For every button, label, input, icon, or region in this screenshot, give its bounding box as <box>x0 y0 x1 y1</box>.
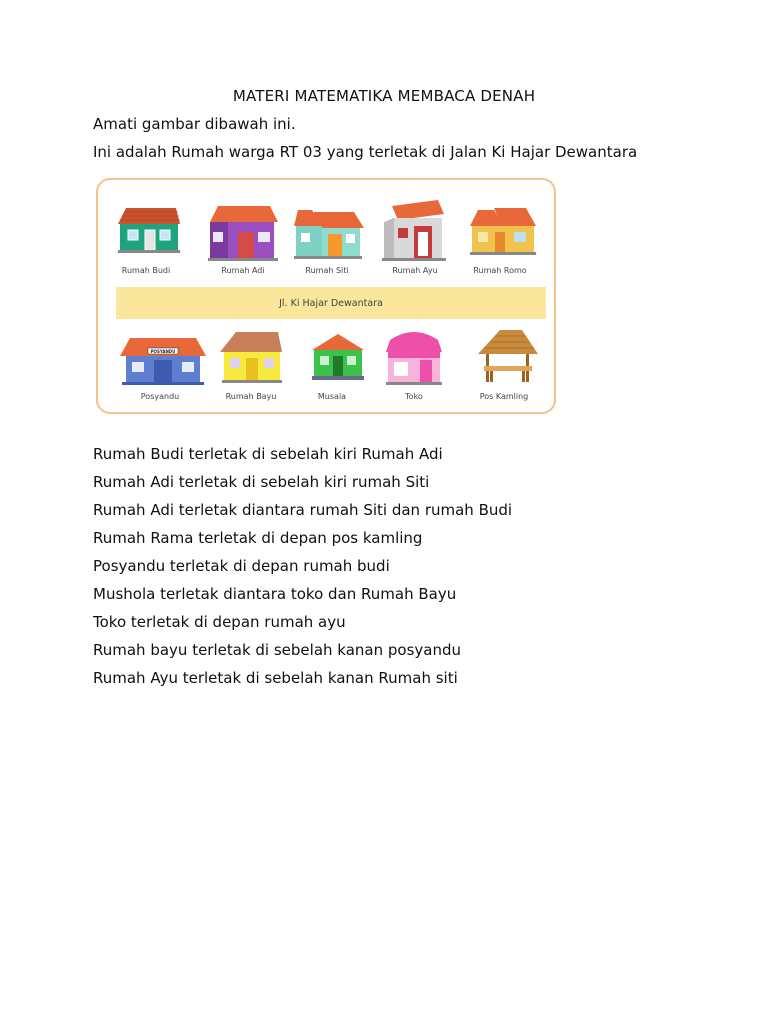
page-title: MATERI MATEMATIKA MEMBACA DENAH <box>232 87 536 105</box>
village-map-figure <box>96 178 556 414</box>
statement-line: Rumah Adi terletak diantara rumah Siti dan rumah Budi <box>93 501 513 519</box>
building-toko <box>386 332 442 385</box>
village-map-illustration <box>98 180 558 416</box>
house-bayu <box>220 332 282 383</box>
house-budi <box>118 208 180 253</box>
house-adi <box>208 206 278 261</box>
statement-line: Rumah Adi terletak di sebelah kiri rumah Siti <box>93 473 430 491</box>
label-rumah-siti: Rumah Siti <box>305 266 349 275</box>
label-rumah-romo: Rumah Romo <box>473 266 527 275</box>
house-romo <box>470 208 536 255</box>
building-pos-kamling <box>478 330 538 382</box>
building-musala <box>312 334 364 380</box>
label-rumah-adi: Rumah Adi <box>221 266 265 275</box>
posyandu-sign: POSYANDU <box>150 349 176 354</box>
statement-line: Mushola terletak diantara toko dan Rumah Bayu <box>93 585 457 603</box>
statement-line: Rumah Rama terletak di depan pos kamling <box>93 529 423 547</box>
intro-line-1: Amati gambar dibawah ini. <box>93 115 296 133</box>
statement-line: Rumah bayu terletak di sebelah kanan posyandu <box>93 641 461 659</box>
label-rumah-budi: Rumah Budi <box>121 266 171 275</box>
building-posyandu <box>120 338 206 385</box>
statement-line: Toko terletak di depan rumah ayu <box>93 613 346 631</box>
label-rumah-ayu: Rumah Ayu <box>392 266 438 275</box>
house-siti <box>294 210 364 259</box>
label-rumah-bayu: Rumah Bayu <box>225 392 277 401</box>
label-toko: Toko <box>405 392 423 401</box>
label-musala: Musala <box>317 392 347 401</box>
label-pos-kamling: Pos Kamling <box>479 392 529 401</box>
statement-line: Posyandu terletak di depan rumah budi <box>93 557 390 575</box>
house-ayu <box>382 200 446 261</box>
label-posyandu: Posyandu <box>140 392 180 401</box>
statement-line: Rumah Budi terletak di sebelah kiri Rumah Adi <box>93 445 443 463</box>
road-label: Jl. Ki Hajar Dewantara <box>279 298 383 309</box>
statement-line: Rumah Ayu terletak di sebelah kanan Rumah siti <box>93 669 458 687</box>
intro-line-2: Ini adalah Rumah warga RT 03 yang terletak di Jalan Ki Hajar Dewantara <box>93 143 638 161</box>
